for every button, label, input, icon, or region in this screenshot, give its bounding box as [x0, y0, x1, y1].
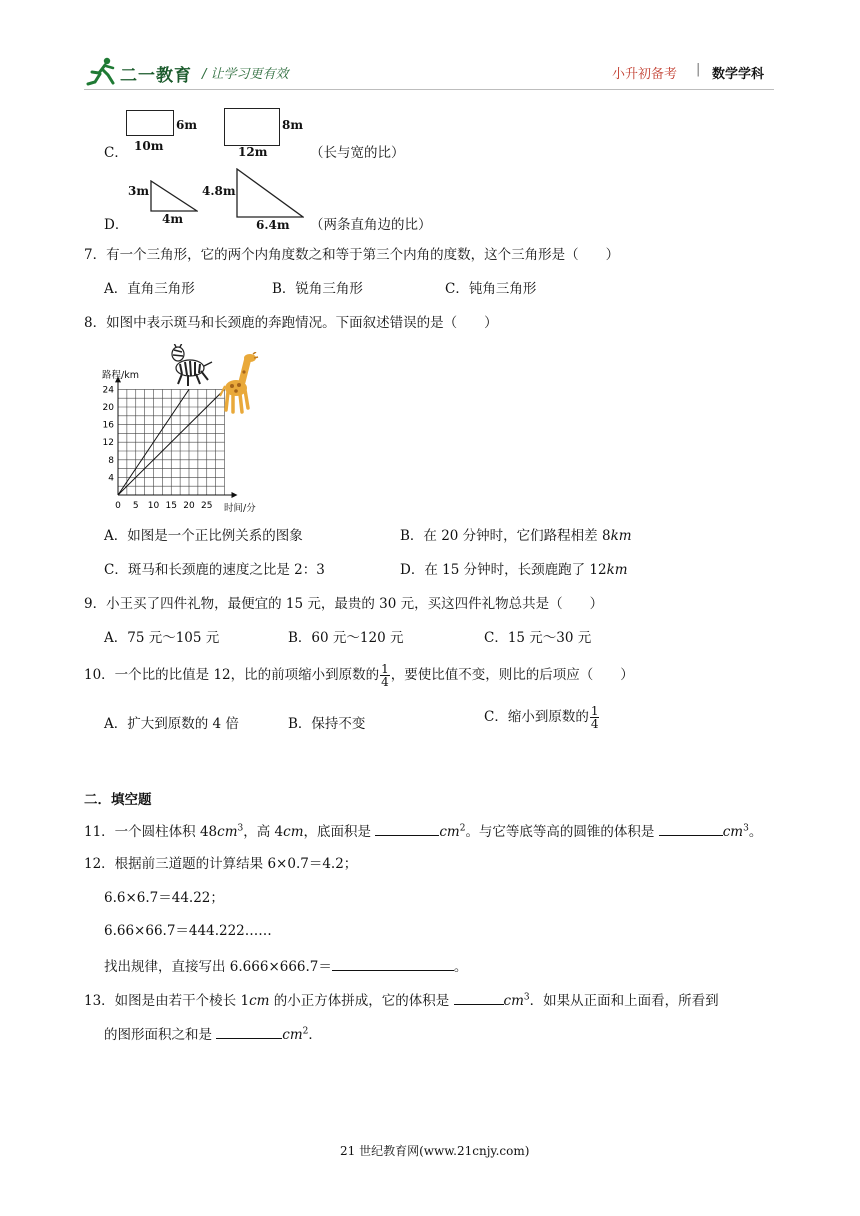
q13-blank-1[interactable] [454, 990, 504, 1005]
exam-label: 小升初备考 [612, 67, 678, 82]
q6-option-c-label: C． [104, 145, 128, 161]
q9-option-a: A．75 元～105 元 [104, 630, 220, 646]
q7-option-a: A．直角三角形 [104, 281, 195, 297]
q8-option-d: D．在 15 分钟时，长颈鹿跑了 12km [400, 562, 628, 578]
q6-c-rect2-width: 12m [238, 145, 268, 159]
chart-y-tick-label: 4 [108, 473, 114, 484]
q7-stem: 7．有一个三角形，它的两个内角度数之和等于第三个内角的度数，这个三角形是（ ） [84, 247, 620, 263]
chart-y-tick-label: 24 [102, 385, 114, 396]
q10-fraction: $\frac{1}{4}$ [381, 662, 389, 689]
chart-y-tick-label: 8 [108, 455, 114, 466]
q12-line-4: 找出规律，直接写出 6.666×666.7＝ 。 [104, 956, 467, 976]
q8-option-b: B．在 20 分钟时，它们路程相差 8km [400, 528, 632, 544]
q6-c-note: （长与宽的比） [310, 145, 405, 161]
giraffe-icon [218, 352, 260, 414]
q6-option-d-label: D． [104, 217, 129, 233]
q8-option-a: A．如图是一个正比例关系的图象 [104, 528, 303, 544]
q7-option-b: B．锐角三角形 [272, 281, 363, 297]
q13-line-2: 的图形面积之和是 $cm^2$． [104, 1024, 322, 1044]
q13-line-1: 13．如图是由若干个棱长 1cm 的小正方体拼成，它的体积是 $cm^3$．如果从正面和上面看，所看到 [84, 990, 719, 1010]
q10-stem: 10．一个比的比值是 12，比的前项缩小到原数的 $\frac{1}{4}$ ，要使比值不变，则比的后项应（ ） [84, 662, 634, 689]
q12-line-2: 6.6×6.7＝44.22； [104, 890, 224, 906]
chart-x-tick-label: 10 [147, 501, 160, 511]
chart-x-tick-label: 25 [201, 501, 213, 511]
q9-stem: 9．小王买了四件礼物，最便宜的 15 元，最贵的 30 元，买这四件礼物总共是（ ） [84, 596, 604, 612]
runner-logo-icon [86, 56, 120, 86]
q6-d-triangle-2 [236, 168, 304, 218]
chart-x-tick-label: 5 [132, 501, 139, 511]
q6-d-tri2-vertical: 4.8m [202, 184, 236, 198]
q6-d-note: （两条直角边的比） [310, 217, 432, 233]
q9-option-b: B．60 元～120 元 [288, 630, 404, 646]
chart-y-tick-label: 12 [102, 438, 114, 449]
header [0, 0, 860, 95]
q11-blank-1[interactable] [375, 821, 439, 836]
q6-d-tri1-horizontal: 4m [162, 212, 184, 226]
q12-blank[interactable] [332, 956, 454, 971]
zebra-icon [166, 344, 216, 388]
q10-option-a: A．扩大到原数的 4 倍 [104, 716, 239, 732]
q10-option-c-fraction: $\frac{1}{4}$ [590, 704, 599, 731]
q8-option-c: C．斑马和长颈鹿的速度之比是 2：3 [104, 562, 325, 578]
q6-d-tri2-horizontal: 6.4m [256, 218, 290, 232]
header-slogan: / 让学习更有效 [202, 67, 289, 82]
q7-option-c: C．钝角三角形 [445, 281, 537, 297]
q10-option-b: B．保持不变 [288, 716, 366, 732]
q6-d-triangle-1 [150, 180, 198, 212]
chart-x-tick-label: 20 [183, 501, 195, 511]
header-rule [84, 89, 774, 90]
section-2-title: 二．填空题 [84, 792, 152, 808]
footer-text: 21 世纪教育网(www.21cnjy.com) [340, 1144, 530, 1158]
logo-text: 二一教育 [120, 66, 192, 86]
q6-c-rect1-height: 6m [176, 118, 198, 132]
q11-stem: 11．一个圆柱体积 $48cm^3$，高 4cm，底面积是 $cm^2$。与它等底等高的圆锥的体积是 $cm^3$。 [84, 821, 762, 841]
q8-stem: 8．如图中表示斑马和长颈鹿的奔跑情况。下面叙述错误的是（ ） [84, 315, 498, 331]
q6-c-rectangle-2 [224, 108, 280, 146]
chart-x-tick-label: 15 [165, 501, 177, 511]
q11-blank-2[interactable] [659, 821, 723, 836]
chart-x-tick-label: 0 [115, 501, 121, 511]
q13-blank-2[interactable] [216, 1024, 282, 1039]
header-divider: | [696, 62, 701, 77]
chart-y-tick-label: 20 [102, 403, 114, 413]
chart-x-axis-label: 时间/分 [224, 503, 256, 514]
chart-y-tick-label: 16 [102, 420, 114, 431]
q6-c-rect2-height: 8m [282, 118, 304, 132]
q12-line-3: 6.66×66.7＝444.222…… [104, 923, 272, 939]
q8-chart [96, 340, 266, 520]
q6-d-tri1-vertical: 3m [128, 184, 150, 198]
chart-x-arrow [232, 492, 238, 498]
q9-option-c: C．15 元～30 元 [484, 630, 592, 646]
q12-line-1: 12．根据前三道题的计算结果 6×0.7＝4.2； [84, 856, 358, 872]
q10-option-c: C．缩小到原数的 $\frac{1}{4}$ [484, 704, 599, 731]
chart-y-axis-label: 路程/km [102, 370, 139, 381]
q6-c-rectangle-1 [126, 110, 174, 136]
q6-c-rect1-width: 10m [134, 139, 164, 153]
subject-label: 数学学科 [712, 67, 765, 82]
